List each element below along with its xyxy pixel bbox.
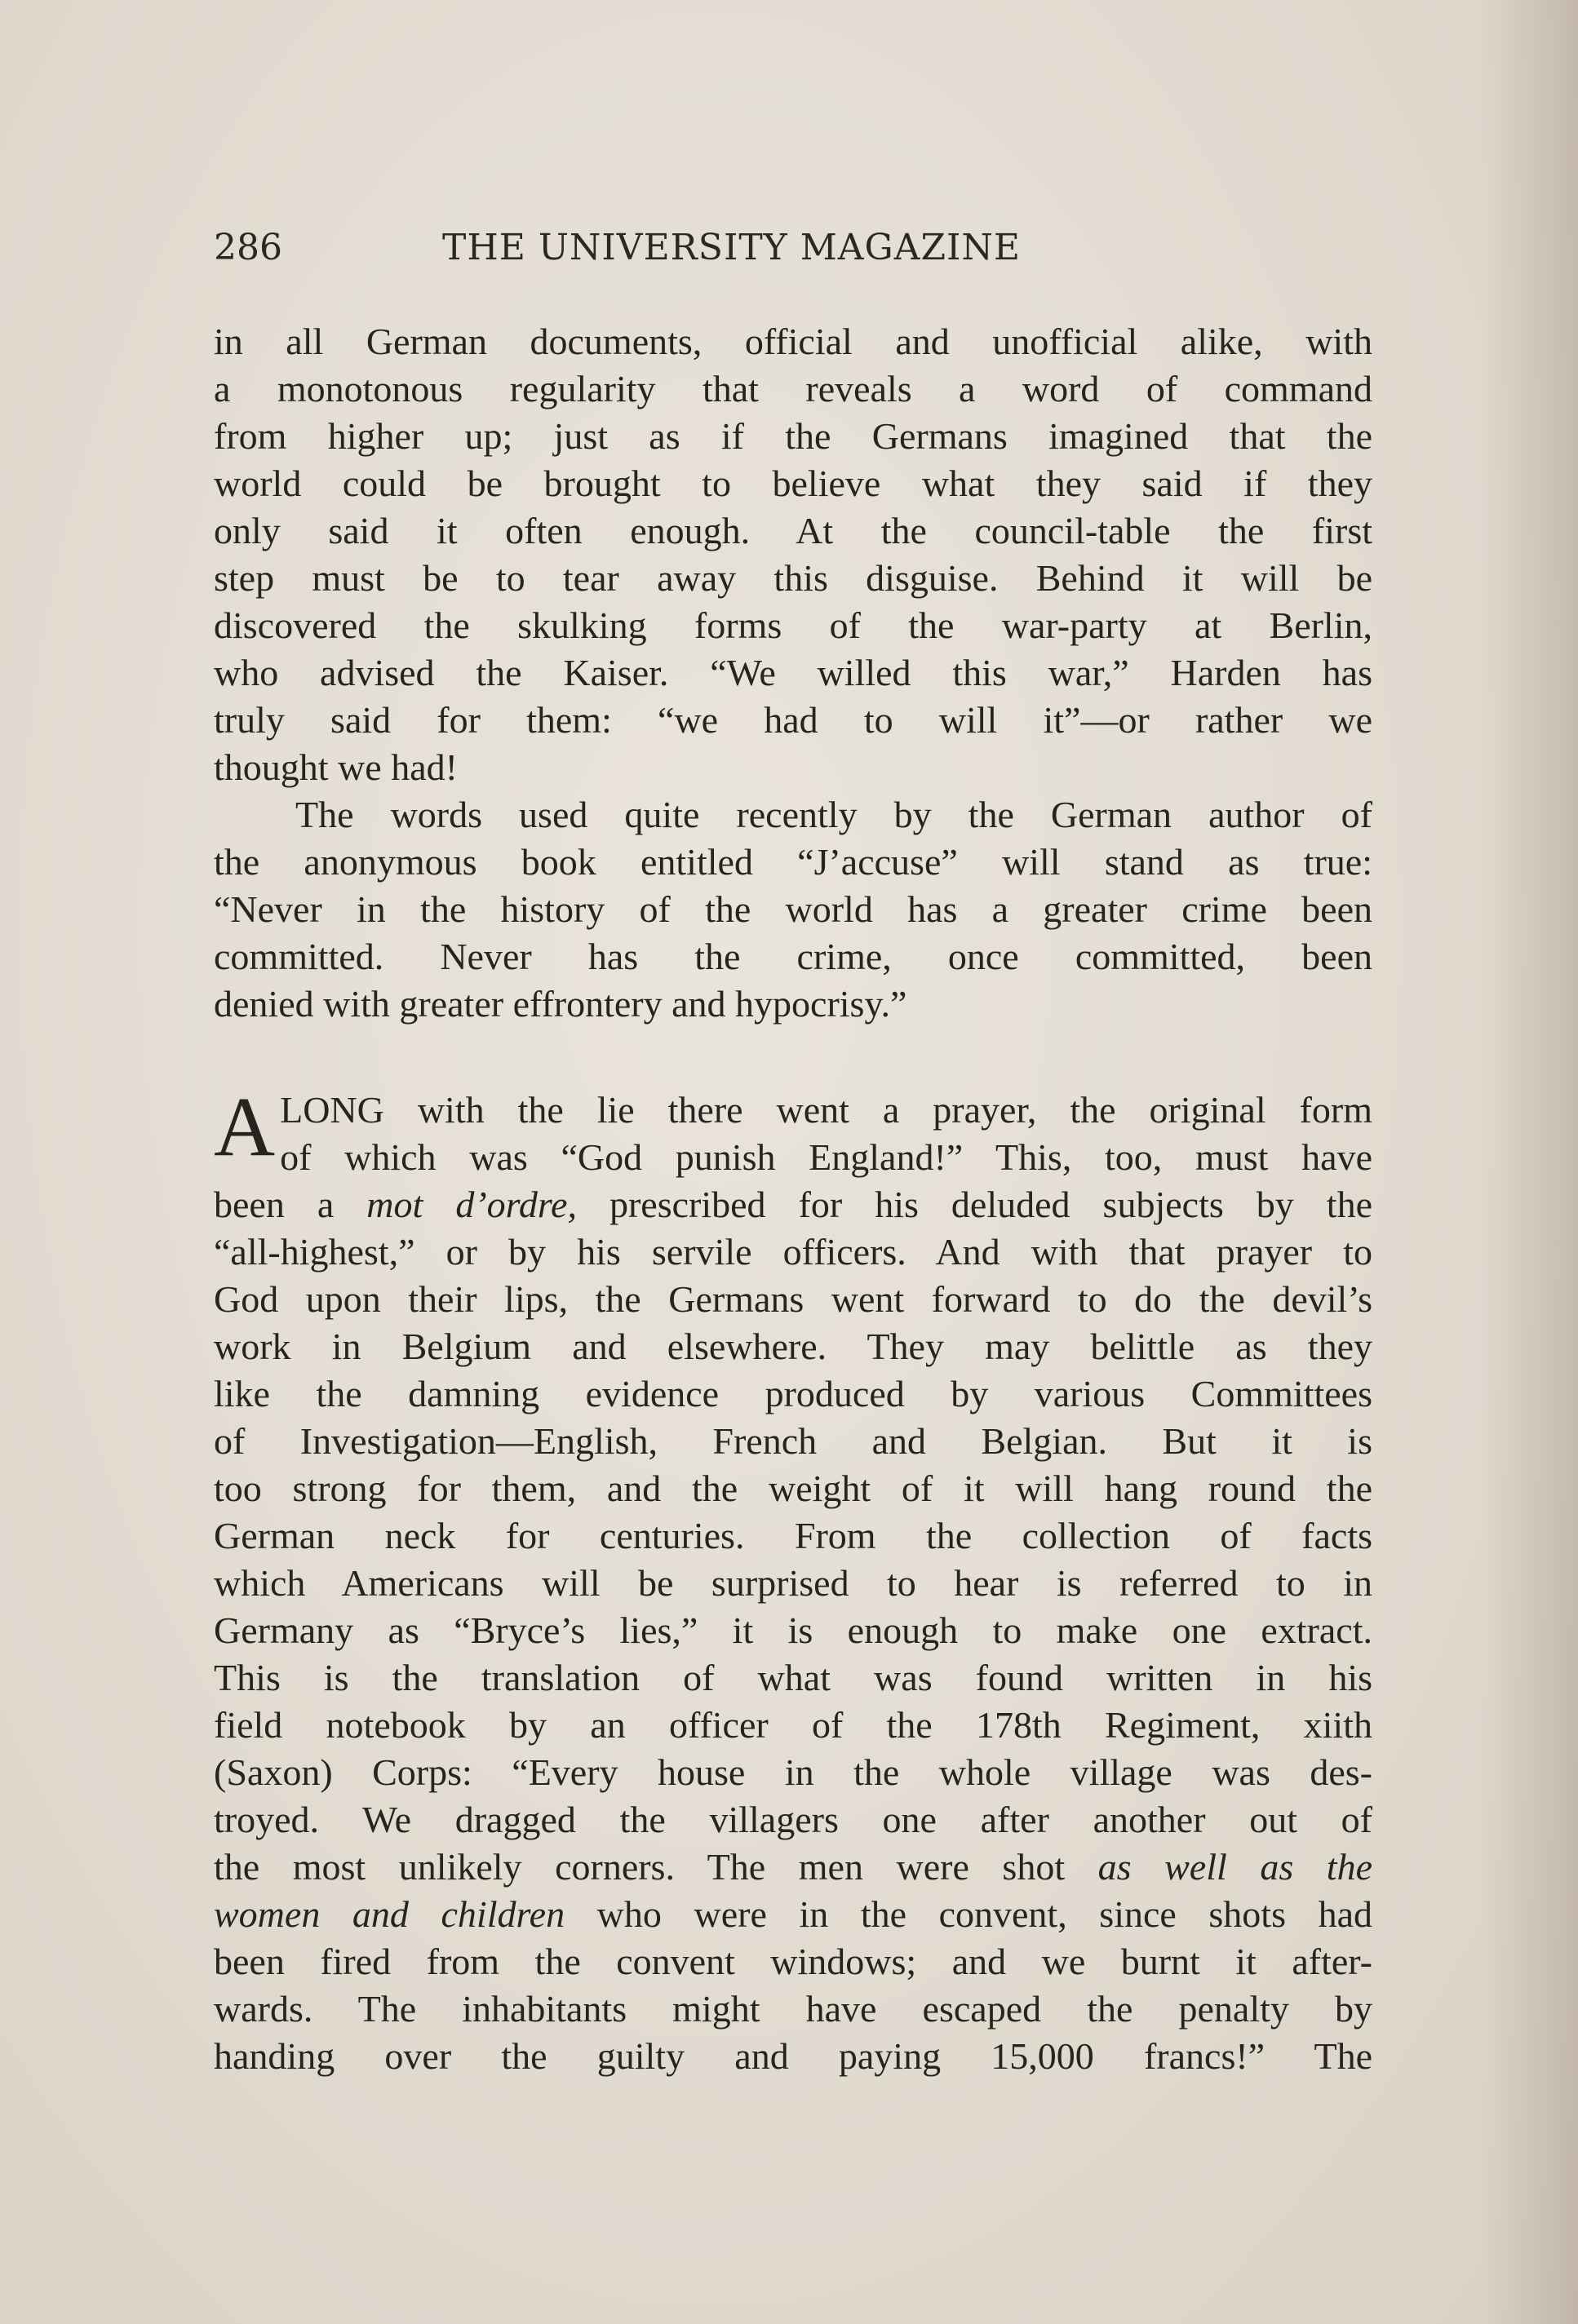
text-line: been fired from the convent windows; and we burnt it after- — [214, 1941, 1372, 1982]
text-line: thought we had! — [214, 746, 458, 788]
text-line: God upon their lips, the Germans went forward to do the devil’s — [214, 1278, 1372, 1320]
text-line: of which was “God punish England!” This, too, must have — [280, 1136, 1372, 1178]
text-line: Germany as “Bryce’s lies,” it is enough to make one extract. — [214, 1609, 1372, 1651]
drop-cap: A — [214, 1080, 276, 1174]
paragraph-2 — [214, 791, 1372, 1028]
text-line: troyed. We dragged the villagers one after another out of — [214, 1799, 1372, 1840]
text-line: from higher up; just as if the Germans imagined that the — [214, 415, 1372, 457]
text-line: like the damning evidence produced by various Committees — [214, 1373, 1372, 1414]
italic-phrase: as well as the — [1097, 1846, 1372, 1888]
text-line: wards. The inhabitants might have escaped the penalty by — [214, 1988, 1372, 2030]
text-segment: been a — [214, 1184, 367, 1225]
text-line: LONG with the lie there went a prayer, the original form — [280, 1089, 1372, 1131]
text-line: The words used quite recently by the German author of — [295, 794, 1372, 835]
text-line: “all-highest,” or by his servile officers. And with that prayer to — [214, 1231, 1372, 1273]
section-gap — [214, 1028, 1372, 1087]
text-line: of Investigation—English, French and Belgian. But it is — [214, 1420, 1372, 1462]
text-line: a monotonous regularity that reveals a word of command — [214, 368, 1372, 409]
text-line: in all German documents, official and unofficial alike, with — [214, 321, 1372, 362]
text-line: only said it often enough. At the council-table the first — [214, 510, 1372, 551]
paragraph-1 — [214, 318, 1372, 791]
text-segment: the most unlikely corners. The men were shot — [214, 1846, 1098, 1888]
text-line: committed. Never has the crime, once committed, been — [214, 936, 1372, 977]
text-line: denied with greater effrontery and hypocrisy.” — [214, 983, 907, 1025]
text-line: truly said for them: “we had to will it”—or rather we — [214, 699, 1372, 741]
text-segment: prescribed for his deluded subjects by the — [576, 1184, 1372, 1225]
text-line: “Never in the history of the world has a greater crime been — [214, 888, 1372, 930]
text-line: handing over the guilty and paying 15,000 francs!” The — [214, 2035, 1372, 2077]
page-number: 286 — [214, 227, 282, 268]
text-line: work in Belgium and elsewhere. They may belittle as they — [214, 1326, 1372, 1367]
body-text — [214, 318, 1372, 2080]
text-line — [214, 1181, 1372, 1228]
text-line: the anonymous book entitled “J’accuse” will stand as true: — [214, 841, 1372, 883]
italic-phrase: mot d’ordre, — [366, 1184, 577, 1225]
dropcap-block — [214, 1080, 1372, 1181]
text-line: discovered the skulking forms of the war-party at Berlin, — [214, 604, 1372, 646]
text-line: who advised the Kaiser. “We willed this war,” Harden has — [214, 652, 1372, 693]
text-segment: who were in the convent, since shots had — [565, 1893, 1372, 1935]
page-header — [214, 227, 1372, 284]
text-line — [214, 1891, 1372, 1938]
italic-phrase: women and children — [214, 1893, 565, 1935]
text-line: field notebook by an officer of the 178th Regiment, xiith — [214, 1704, 1372, 1746]
text-line: (Saxon) Corps: “Every house in the whole village was des- — [214, 1751, 1372, 1793]
running-title: THE UNIVERSITY MAGAZINE — [442, 227, 1022, 268]
text-line: world could be brought to believe what they said if they — [214, 463, 1372, 504]
text-line: too strong for them, and the weight of it will hang round the — [214, 1467, 1372, 1509]
text-line: This is the translation of what was found written in his — [214, 1657, 1372, 1698]
text-line: German neck for centuries. From the collection of facts — [214, 1515, 1372, 1556]
text-line — [214, 1844, 1372, 1891]
text-line: step must be to tear away this disguise. Behind it will be — [214, 557, 1372, 599]
paragraph-3 — [214, 1080, 1372, 2080]
text-line: which Americans will be surprised to hear is referred to in — [214, 1562, 1372, 1604]
